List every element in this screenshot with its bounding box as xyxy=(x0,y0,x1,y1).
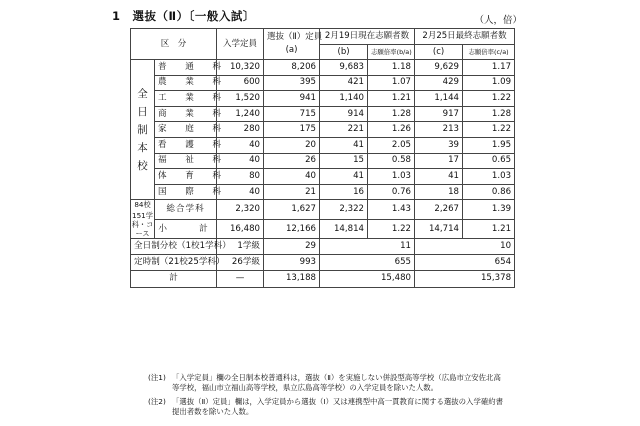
header-capacity: 入学定員 xyxy=(217,29,264,60)
row-selection2: 12,166 xyxy=(264,219,320,239)
row-capacity: 2,320 xyxy=(217,200,264,220)
header-b: (b) xyxy=(320,45,368,60)
row-feb25: 1,144 xyxy=(415,91,463,107)
total-feb19: 15,480 xyxy=(320,270,415,287)
row-feb19: 421 xyxy=(320,75,368,91)
table-row xyxy=(131,184,515,200)
header-ratio-c: 志願倍率(c/a) xyxy=(463,45,515,60)
total-selection2: 13,188 xyxy=(264,270,320,287)
footnote-label: (注1) xyxy=(148,373,166,382)
teiji-capacity: 26学級 xyxy=(217,254,264,270)
header-c: (c) xyxy=(415,45,463,60)
subtotal-row xyxy=(131,219,515,239)
teiji-row xyxy=(131,254,515,270)
row-feb25: 39 xyxy=(415,137,463,153)
row-name: 工 業 科 xyxy=(155,91,217,107)
total-row xyxy=(131,270,515,287)
row-feb25: 17 xyxy=(415,153,463,169)
row-capacity: 40 xyxy=(217,153,264,169)
row-ratio-c: 1.39 xyxy=(463,200,515,220)
row-name: 看 護 科 xyxy=(155,137,217,153)
row-capacity: 40 xyxy=(217,137,264,153)
row-feb25: 429 xyxy=(415,75,463,91)
total-label: 計 xyxy=(131,270,217,287)
row-feb19: 2,322 xyxy=(320,200,368,220)
branch-selection2: 29 xyxy=(264,239,320,255)
row-feb25: 917 xyxy=(415,106,463,122)
row-selection2: 8,206 xyxy=(264,60,320,76)
row-capacity: 600 xyxy=(217,75,264,91)
row-feb25: 213 xyxy=(415,122,463,138)
row-name: 農 業 科 xyxy=(155,75,217,91)
total-feb25: 15,378 xyxy=(415,270,515,287)
branch-label: 全日制分校（1校1学科） xyxy=(131,239,217,255)
table-row xyxy=(131,106,515,122)
row-capacity: 80 xyxy=(217,169,264,185)
row-ratio-c: 1.28 xyxy=(463,106,515,122)
header-selection2-a: (a) xyxy=(285,45,298,55)
row-feb25: 41 xyxy=(415,169,463,185)
branch-row xyxy=(131,239,515,255)
applicants-table xyxy=(130,28,515,288)
row-capacity: 1,520 xyxy=(217,91,264,107)
page-title: 1 選抜（Ⅱ）〔一般入試〕 xyxy=(112,9,255,23)
header-selection2-label: 選抜（Ⅱ）定員 xyxy=(267,32,323,42)
table-row xyxy=(131,137,515,153)
total-capacity: — xyxy=(217,270,264,287)
footnote-text: 「選抜（Ⅱ）定員」欄は，入学定員から選抜（Ⅰ）又は連携型中高一貫教育に関する選抜の入学確約書提出者数を除いた人数。 xyxy=(172,397,504,416)
row-feb19: 41 xyxy=(320,137,368,153)
row-ratio-b: 1.28 xyxy=(368,106,415,122)
row-ratio-c: 1.03 xyxy=(463,169,515,185)
row-feb19: 41 xyxy=(320,169,368,185)
row-selection2: 40 xyxy=(264,169,320,185)
row-selection2: 941 xyxy=(264,91,320,107)
table-row xyxy=(131,153,515,169)
row-selection2: 715 xyxy=(264,106,320,122)
row-feb19: 221 xyxy=(320,122,368,138)
table-row xyxy=(131,200,515,220)
teiji-feb19: 655 xyxy=(320,254,415,270)
row-name: 総合学科 xyxy=(155,200,217,220)
branch-feb19: 11 xyxy=(320,239,415,255)
row-ratio-c: 0.86 xyxy=(463,184,515,200)
row-ratio-b: 1.21 xyxy=(368,91,415,107)
row-name: 体 育 科 xyxy=(155,169,217,185)
row-feb19: 16 xyxy=(320,184,368,200)
group-label-cell xyxy=(131,60,155,200)
row-selection2: 1,627 xyxy=(264,200,320,220)
header-feb19: 2月19日現在志願者数 xyxy=(320,29,415,45)
row-selection2: 20 xyxy=(264,137,320,153)
row-ratio-c: 1.09 xyxy=(463,75,515,91)
header-kubun: 区 分 xyxy=(131,29,217,60)
teiji-feb25: 654 xyxy=(415,254,515,270)
row-ratio-b: 1.07 xyxy=(368,75,415,91)
row-capacity: 1,240 xyxy=(217,106,264,122)
footnote-text: 「入学定員」欄の全日制本校普通科は，選抜（Ⅱ）を実施しない併設型高等学校（広島市立安佐北高等学校，福山市立福山高等学校，県立広島高等学校）の入学定員を除いた人数。 xyxy=(172,373,501,392)
row-name: 家 庭 科 xyxy=(155,122,217,138)
table-row xyxy=(131,169,515,185)
row-ratio-b: 1.03 xyxy=(368,169,415,185)
row-feb19: 14,814 xyxy=(320,219,368,239)
row-feb19: 9,683 xyxy=(320,60,368,76)
row-name: 商 業 科 xyxy=(155,106,217,122)
table-row xyxy=(131,60,515,76)
teiji-label: 定時制（21校25学科） xyxy=(131,254,217,270)
branch-feb25: 10 xyxy=(415,239,515,255)
unit-label: （人，倍） xyxy=(474,15,522,26)
row-ratio-b: 1.18 xyxy=(368,60,415,76)
row-ratio-b: 0.76 xyxy=(368,184,415,200)
row-ratio-b: 1.22 xyxy=(368,219,415,239)
row-name: 普 通 科 xyxy=(155,60,217,76)
row-selection2: 21 xyxy=(264,184,320,200)
group-label: 全日制本校 xyxy=(137,87,148,172)
row-ratio-c: 1.95 xyxy=(463,137,515,153)
row-ratio-c: 1.22 xyxy=(463,122,515,138)
row-feb19: 15 xyxy=(320,153,368,169)
table-row xyxy=(131,91,515,107)
row-capacity: 16,480 xyxy=(217,219,264,239)
row-feb25: 9,629 xyxy=(415,60,463,76)
row-ratio-b: 1.43 xyxy=(368,200,415,220)
footnote xyxy=(148,373,508,393)
row-ratio-c: 1.17 xyxy=(463,60,515,76)
row-feb19: 914 xyxy=(320,106,368,122)
row-feb25: 18 xyxy=(415,184,463,200)
header-ratio-b: 志願倍率(b/a) xyxy=(368,45,415,60)
row-ratio-b: 1.26 xyxy=(368,122,415,138)
table-row xyxy=(131,75,515,91)
header-selection2 xyxy=(264,29,323,60)
footnote xyxy=(148,397,508,417)
row-ratio-b: 0.58 xyxy=(368,153,415,169)
row-name: 福 祉 科 xyxy=(155,153,217,169)
row-name: 小 計 xyxy=(155,219,217,239)
row-ratio-c: 1.22 xyxy=(463,91,515,107)
row-ratio-b: 2.05 xyxy=(368,137,415,153)
side-note-schools: 84校 xyxy=(134,200,151,210)
row-ratio-c: 0.65 xyxy=(463,153,515,169)
table-row xyxy=(131,122,515,138)
side-note-courses: 151学科・コース xyxy=(131,211,154,239)
teiji-selection2: 993 xyxy=(264,254,320,270)
row-feb25: 14,714 xyxy=(415,219,463,239)
row-ratio-c: 1.21 xyxy=(463,219,515,239)
branch-capacity: 1学級 xyxy=(217,239,264,255)
row-feb19: 1,140 xyxy=(320,91,368,107)
row-selection2: 26 xyxy=(264,153,320,169)
row-feb25: 2,267 xyxy=(415,200,463,220)
row-selection2: 395 xyxy=(264,75,320,91)
row-capacity: 10,320 xyxy=(217,60,264,76)
side-note-cell xyxy=(131,200,155,239)
row-capacity: 40 xyxy=(217,184,264,200)
footnotes xyxy=(148,373,508,421)
row-name: 国 際 科 xyxy=(155,184,217,200)
row-selection2: 175 xyxy=(264,122,320,138)
footnote-label: (注2) xyxy=(148,397,166,406)
row-capacity: 280 xyxy=(217,122,264,138)
header-feb25: 2月25日最終志願者数 xyxy=(415,29,515,45)
